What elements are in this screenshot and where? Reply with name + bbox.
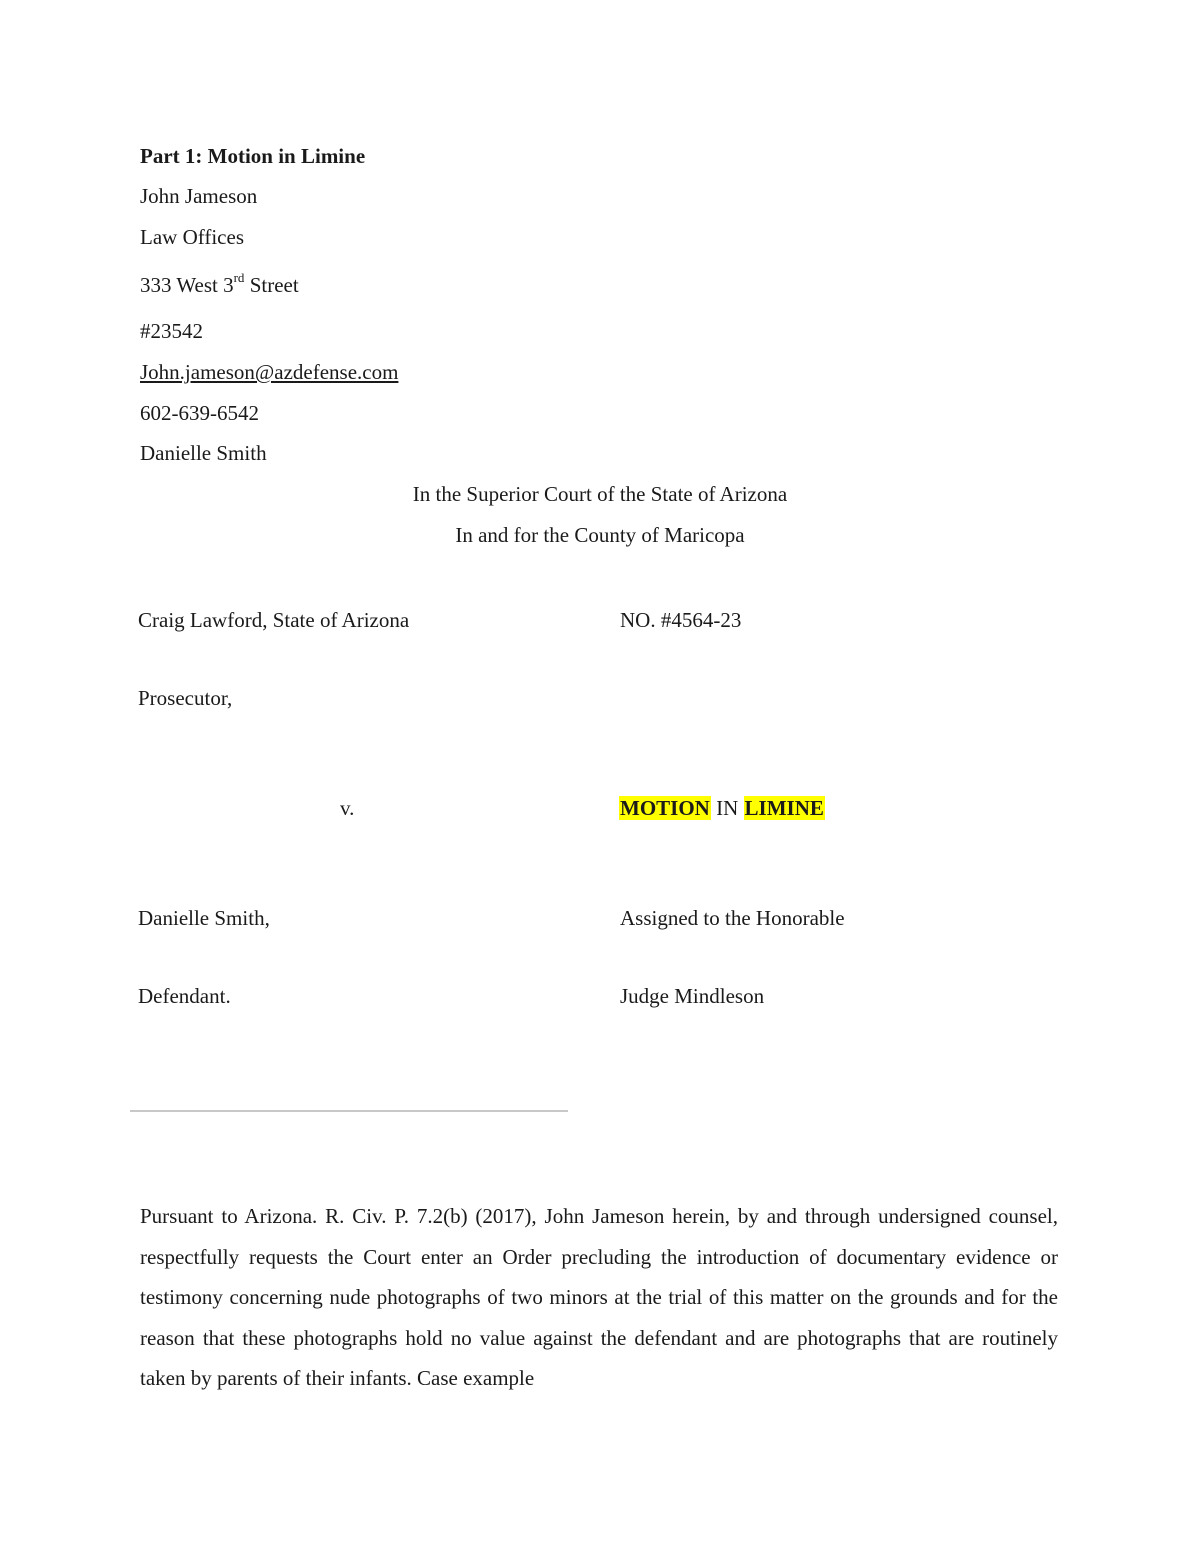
address-street-suffix: Street <box>244 273 299 297</box>
defendant-role: Defendant. <box>138 984 231 1008</box>
motion-word-limine: LIMINE <box>744 796 824 820</box>
motion-word-in: IN <box>710 796 744 820</box>
defendant-name: Danielle Smith, <box>138 906 270 930</box>
judge-name: Judge Mindleson <box>620 984 765 1008</box>
attorney-name: John Jameson <box>140 184 258 208</box>
caption-divider <box>130 1110 568 1112</box>
case-number: NO. #4564-23 <box>620 608 742 632</box>
court-name: In the Superior Court of the State of Arizona <box>412 482 788 506</box>
plaintiff-name: Craig Lawford, State of Arizona <box>138 608 410 632</box>
bar-number: #23542 <box>140 319 203 343</box>
assigned-label: Assigned to the Honorable <box>620 906 845 930</box>
motion-title <box>619 796 825 821</box>
motion-body-paragraph: Pursuant to Arizona. R. Civ. P. 7.2(b) (2017), John Jameson herein, by and through undersigned counsel, respectfully requests the Court enter an Order precluding the introduction of documentary evidence or testimony concerning nude photographs of two minors at the trial of this matter on the grounds and for the reason that these photographs hold no value against the defendant and are photographs that are routinely taken by parents of their infants. Case example <box>140 1204 1058 1391</box>
document-heading: Part 1: Motion in Limine <box>140 144 366 168</box>
attorney-phone: 602-639-6542 <box>140 401 259 425</box>
motion-word-motion: MOTION <box>620 796 710 820</box>
address-street: 333 West 3 <box>140 273 234 297</box>
address-ordinal: rd <box>233 270 245 285</box>
attorney-address <box>140 272 299 298</box>
client-name: Danielle Smith <box>140 441 267 465</box>
attorney-firm: Law Offices <box>140 225 244 249</box>
plaintiff-role: Prosecutor, <box>138 686 233 710</box>
versus: v. <box>340 796 355 820</box>
court-county: In and for the County of Maricopa <box>455 523 745 547</box>
attorney-email-link[interactable]: John.jameson@azdefense.com <box>140 360 399 384</box>
